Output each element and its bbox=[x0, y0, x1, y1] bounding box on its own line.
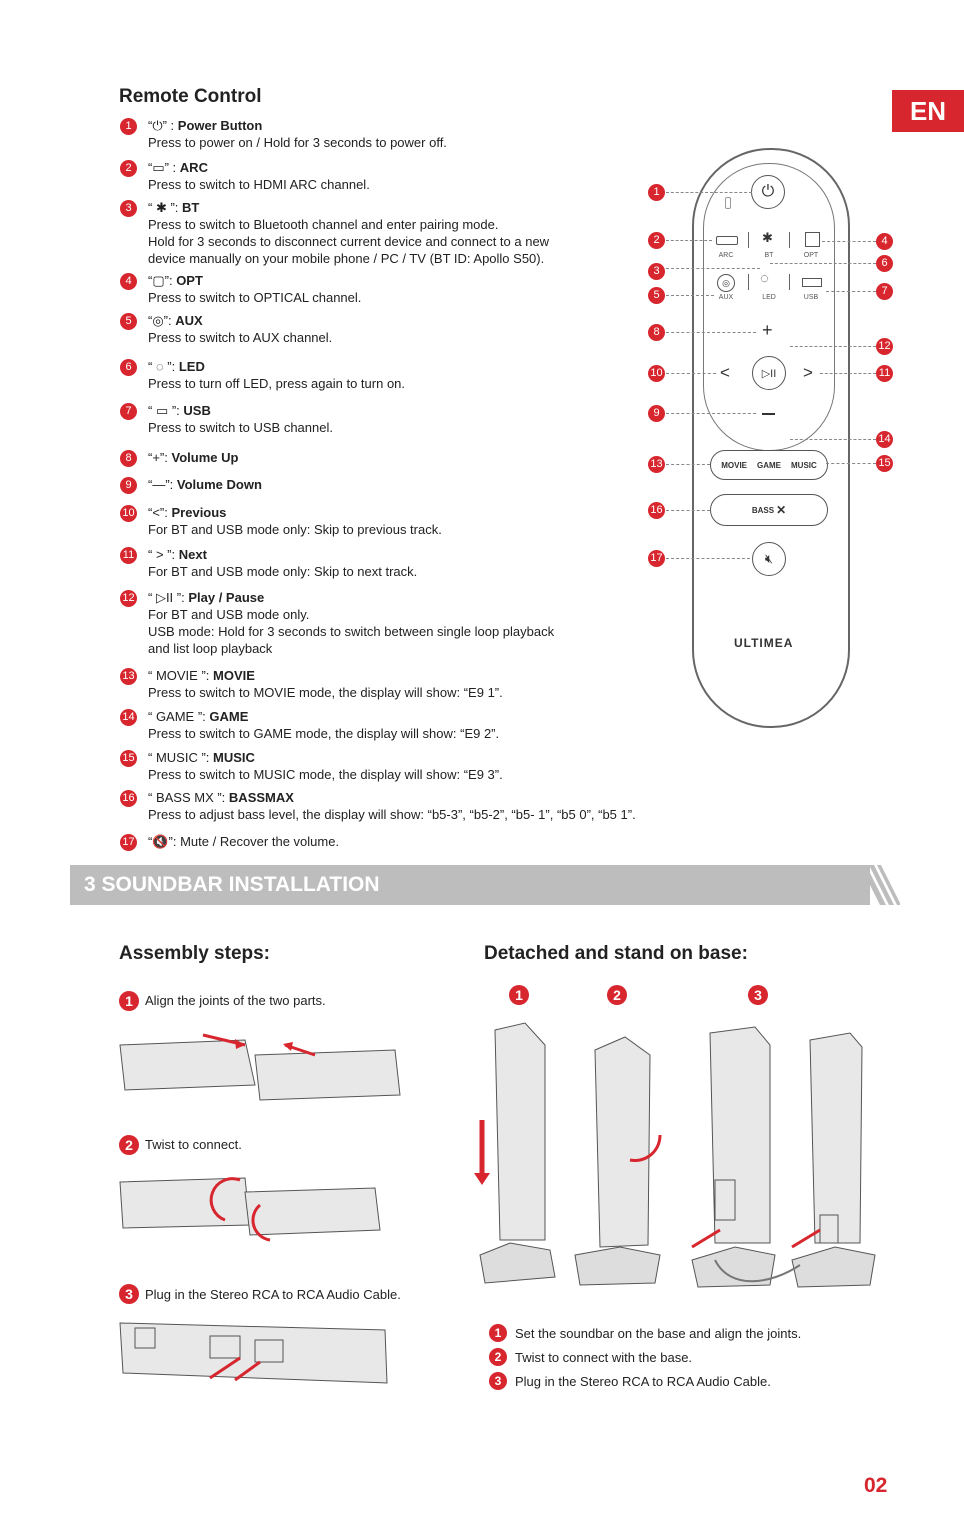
item-name: Power Button bbox=[177, 118, 263, 133]
callout-leader-line bbox=[666, 295, 714, 296]
section-title-remote: Remote Control bbox=[119, 86, 262, 107]
stand-number-badge: 3 bbox=[748, 985, 768, 1005]
item-name: BT bbox=[182, 200, 200, 215]
item-title bbox=[148, 790, 294, 805]
item-title bbox=[148, 450, 238, 465]
item-symbol: “ ✱ ”: bbox=[148, 200, 179, 215]
callout-leader-line bbox=[666, 464, 710, 465]
item-name: GAME bbox=[209, 709, 249, 724]
item-description: Press to switch to OPTICAL channel. bbox=[148, 290, 362, 305]
item-title bbox=[148, 273, 203, 289]
assembly-step-badge: 2 bbox=[119, 1135, 139, 1155]
item-plain-text: Mute / Recover the volume. bbox=[180, 834, 340, 849]
item-name: BASSMAX bbox=[228, 790, 294, 805]
item-title bbox=[148, 200, 199, 216]
callout-badge: 17 bbox=[648, 550, 665, 567]
item-description: Press to turn off LED, press again to turn on. bbox=[148, 376, 406, 391]
item-number-badge: 8 bbox=[120, 450, 137, 467]
assembly-step-text: Plug in the Stereo RCA to RCA Audio Cable. bbox=[145, 1287, 401, 1302]
callout-leader-line bbox=[666, 510, 710, 511]
stand-number-badge: 1 bbox=[509, 985, 529, 1005]
mode-buttons bbox=[710, 450, 828, 480]
item-symbol: “ ▷II ”: bbox=[148, 590, 185, 605]
item-symbol: “◎”: bbox=[148, 313, 172, 328]
language-tab: EN bbox=[892, 90, 964, 132]
item-symbol: “<”: bbox=[148, 505, 168, 520]
callout-badge: 11 bbox=[876, 365, 893, 382]
item-title bbox=[148, 505, 226, 520]
callout-badge: 12 bbox=[876, 338, 893, 355]
movie-label: MOVIE bbox=[721, 460, 747, 470]
opt-label: OPT bbox=[803, 252, 819, 259]
callout-badge: 13 bbox=[648, 456, 665, 473]
item-symbol: “▭” : bbox=[148, 160, 177, 175]
assembly-step-badge: 3 bbox=[119, 1284, 139, 1304]
music-label: MUSIC bbox=[791, 460, 817, 470]
item-symbol: “+”: bbox=[148, 450, 168, 465]
item-symbol: “ MOVIE ”: bbox=[148, 668, 210, 683]
callout-badge: 16 bbox=[648, 502, 665, 519]
item-symbol: “ MUSIC ”: bbox=[148, 750, 210, 765]
item-number-badge: 6 bbox=[120, 359, 137, 376]
stand-step-text: Plug in the Stereo RCA to RCA Audio Cable. bbox=[515, 1374, 771, 1389]
item-description: Press to switch to USB channel. bbox=[148, 420, 333, 435]
next-icon: > bbox=[803, 363, 813, 382]
usb-icon bbox=[802, 278, 822, 287]
item-name: Volume Up bbox=[171, 450, 239, 465]
item-number-badge: 14 bbox=[120, 709, 137, 726]
callout-leader-line bbox=[820, 373, 876, 374]
item-description: Press to switch to MUSIC mode, the display will show: “E9 3”. bbox=[148, 767, 503, 782]
item-name: AUX bbox=[175, 313, 203, 328]
item-symbol: “—”: bbox=[148, 477, 174, 492]
item-description: Press to adjust bass level, the display will show: “b5-3”, “b5-2”, “b5- 1”, “b5 0”, “b5 1”. bbox=[148, 807, 636, 822]
item-description: and list loop playback bbox=[148, 641, 273, 656]
led-label: LED bbox=[762, 294, 776, 301]
volume-up-icon: + bbox=[762, 320, 773, 340]
callout-leader-line bbox=[666, 240, 712, 241]
item-title bbox=[148, 359, 205, 374]
item-number-badge: 9 bbox=[120, 477, 137, 494]
volume-down-icon bbox=[762, 413, 775, 415]
item-title bbox=[148, 668, 255, 683]
item-name: USB bbox=[183, 403, 211, 418]
arc-icon bbox=[716, 236, 738, 245]
item-description: USB mode: Hold for 3 seconds to switch between single loop playback bbox=[148, 624, 555, 639]
stand-step-text: Twist to connect with the base. bbox=[515, 1350, 693, 1365]
aux-label: AUX bbox=[718, 294, 734, 301]
callout-leader-line bbox=[666, 332, 756, 333]
callout-leader-line bbox=[790, 439, 876, 440]
item-number-badge: 3 bbox=[120, 200, 137, 217]
item-name: OPT bbox=[176, 273, 203, 288]
item-title bbox=[148, 750, 255, 765]
rca-cable-illustration bbox=[115, 1318, 395, 1388]
banner-title: 3 SOUNDBAR INSTALLATION bbox=[84, 873, 380, 896]
item-title bbox=[148, 118, 262, 134]
callout-leader-line bbox=[822, 241, 876, 242]
item-description: Press to power on / Hold for 3 seconds to power off. bbox=[148, 135, 447, 150]
callout-badge: 4 bbox=[876, 233, 893, 250]
indicator-light bbox=[725, 197, 731, 209]
mute-icon: 🔇︎ bbox=[752, 542, 786, 576]
item-number-badge: 16 bbox=[120, 790, 137, 807]
item-number-badge: 5 bbox=[120, 313, 137, 330]
item-name: Volume Down bbox=[176, 477, 262, 492]
bass-label: BASS bbox=[751, 505, 775, 515]
callout-badge: 5 bbox=[648, 287, 665, 304]
callout-badge: 2 bbox=[648, 232, 665, 249]
item-title bbox=[148, 590, 264, 606]
callout-badge: 3 bbox=[648, 263, 665, 280]
item-number-badge: 7 bbox=[120, 403, 137, 420]
item-title bbox=[148, 313, 203, 329]
item-number-badge: 12 bbox=[120, 590, 137, 607]
callout-leader-line bbox=[666, 192, 752, 193]
arc-label: ARC bbox=[718, 252, 734, 259]
item-symbol: “⏻” : bbox=[148, 118, 175, 133]
stand-on-base-illustration bbox=[470, 1015, 890, 1295]
opt-icon bbox=[805, 232, 820, 247]
item-description: Press to switch to Bluetooth channel and enter pairing mode. bbox=[148, 217, 499, 232]
align-joints-illustration bbox=[115, 1025, 405, 1110]
item-number-badge: 2 bbox=[120, 160, 137, 177]
item-description: Press to switch to HDMI ARC channel. bbox=[148, 177, 370, 192]
callout-leader-line bbox=[666, 558, 750, 559]
callout-badge: 6 bbox=[876, 255, 893, 272]
callout-badge: 7 bbox=[876, 283, 893, 300]
stand-step-badge: 1 bbox=[489, 1324, 507, 1342]
item-number-badge: 15 bbox=[120, 750, 137, 767]
assembly-step-text: Align the joints of the two parts. bbox=[145, 993, 326, 1008]
item-symbol: “ > ”: bbox=[148, 547, 176, 562]
power-button-icon: ⏻ bbox=[751, 175, 785, 209]
item-title bbox=[148, 547, 207, 562]
assembly-step-text: Twist to connect. bbox=[145, 1137, 242, 1152]
callout-badge: 9 bbox=[648, 405, 665, 422]
callout-leader-line bbox=[790, 346, 876, 347]
callout-badge: 10 bbox=[648, 365, 665, 382]
banner-stripes-icon bbox=[860, 865, 900, 905]
item-description: For BT and USB mode only: Skip to next track. bbox=[148, 564, 418, 579]
item-title bbox=[148, 834, 339, 850]
item-symbol: “ BASS MX ”: bbox=[148, 790, 226, 805]
item-symbol: “ ◌ ”: bbox=[148, 359, 176, 374]
item-symbol: “ GAME ”: bbox=[148, 709, 206, 724]
callout-badge: 14 bbox=[876, 431, 893, 448]
stand-step-badge: 2 bbox=[489, 1348, 507, 1366]
item-description: For BT and USB mode only: Skip to previous track. bbox=[148, 522, 442, 537]
callout-leader-line bbox=[826, 291, 876, 292]
item-name: Previous bbox=[171, 505, 227, 520]
item-description: Press to switch to GAME mode, the display will show: “E9 2”. bbox=[148, 726, 500, 741]
play-pause-icon: ▷II bbox=[752, 356, 786, 390]
item-name: ARC bbox=[179, 160, 208, 175]
item-description: Press to switch to AUX channel. bbox=[148, 330, 333, 345]
aux-icon: ◎ bbox=[717, 274, 735, 292]
item-name: MOVIE bbox=[213, 668, 255, 683]
callout-leader-line bbox=[666, 268, 760, 269]
callout-leader-line bbox=[666, 373, 716, 374]
stand-step-badge: 3 bbox=[489, 1372, 507, 1390]
item-description: For BT and USB mode only. bbox=[148, 607, 310, 622]
callout-badge: 15 bbox=[876, 455, 893, 472]
callout-badge: 8 bbox=[648, 324, 665, 341]
led-icon: ◌ bbox=[760, 270, 769, 287]
stand-step-text: Set the soundbar on the base and align the joints. bbox=[515, 1326, 802, 1341]
callout-leader-line bbox=[666, 413, 756, 414]
item-number-badge: 13 bbox=[120, 668, 137, 685]
item-title bbox=[148, 403, 211, 419]
item-name: LED bbox=[178, 359, 205, 374]
item-symbol: “▢”: bbox=[148, 273, 173, 288]
bassmax-button: BASS ✕ bbox=[710, 494, 828, 526]
previous-icon: < bbox=[720, 363, 730, 382]
stand-title: Detached and stand on base: bbox=[484, 943, 748, 964]
item-description: Hold for 3 seconds to disconnect current device and connect to a new bbox=[148, 234, 550, 249]
item-number-badge: 17 bbox=[120, 834, 137, 851]
bt-icon: ✱ bbox=[762, 230, 773, 245]
callout-leader-line bbox=[826, 463, 876, 464]
item-number-badge: 11 bbox=[120, 547, 137, 564]
item-title bbox=[148, 160, 208, 176]
item-number-badge: 10 bbox=[120, 505, 137, 522]
item-name: MUSIC bbox=[213, 750, 255, 765]
item-description: Press to switch to MOVIE mode, the display will show: “E9 1”. bbox=[148, 685, 503, 700]
assembly-title: Assembly steps: bbox=[119, 943, 271, 964]
item-symbol: “🔇”: bbox=[148, 834, 177, 849]
twist-illustration bbox=[115, 1170, 395, 1250]
brand-logo: ULTIMEA bbox=[734, 636, 794, 650]
item-name: Play / Pause bbox=[188, 590, 265, 605]
assembly-step-badge: 1 bbox=[119, 991, 139, 1011]
item-title bbox=[148, 709, 248, 724]
usb-label: USB bbox=[803, 294, 819, 301]
callout-leader-line bbox=[770, 263, 876, 264]
item-symbol: “ ▭ ”: bbox=[148, 403, 180, 418]
callout-badge: 1 bbox=[648, 184, 665, 201]
bt-label: BT bbox=[764, 252, 774, 259]
item-number-badge: 4 bbox=[120, 273, 137, 290]
item-number-badge: 1 bbox=[120, 118, 137, 135]
game-label: GAME bbox=[757, 460, 781, 470]
page-number: 02 bbox=[864, 1474, 888, 1497]
item-name: Next bbox=[178, 547, 207, 562]
item-description: device manually on your mobile phone / PC / TV (BT ID: Apollo S50). bbox=[148, 251, 545, 266]
stand-number-badge: 2 bbox=[607, 985, 627, 1005]
item-title bbox=[148, 477, 262, 492]
